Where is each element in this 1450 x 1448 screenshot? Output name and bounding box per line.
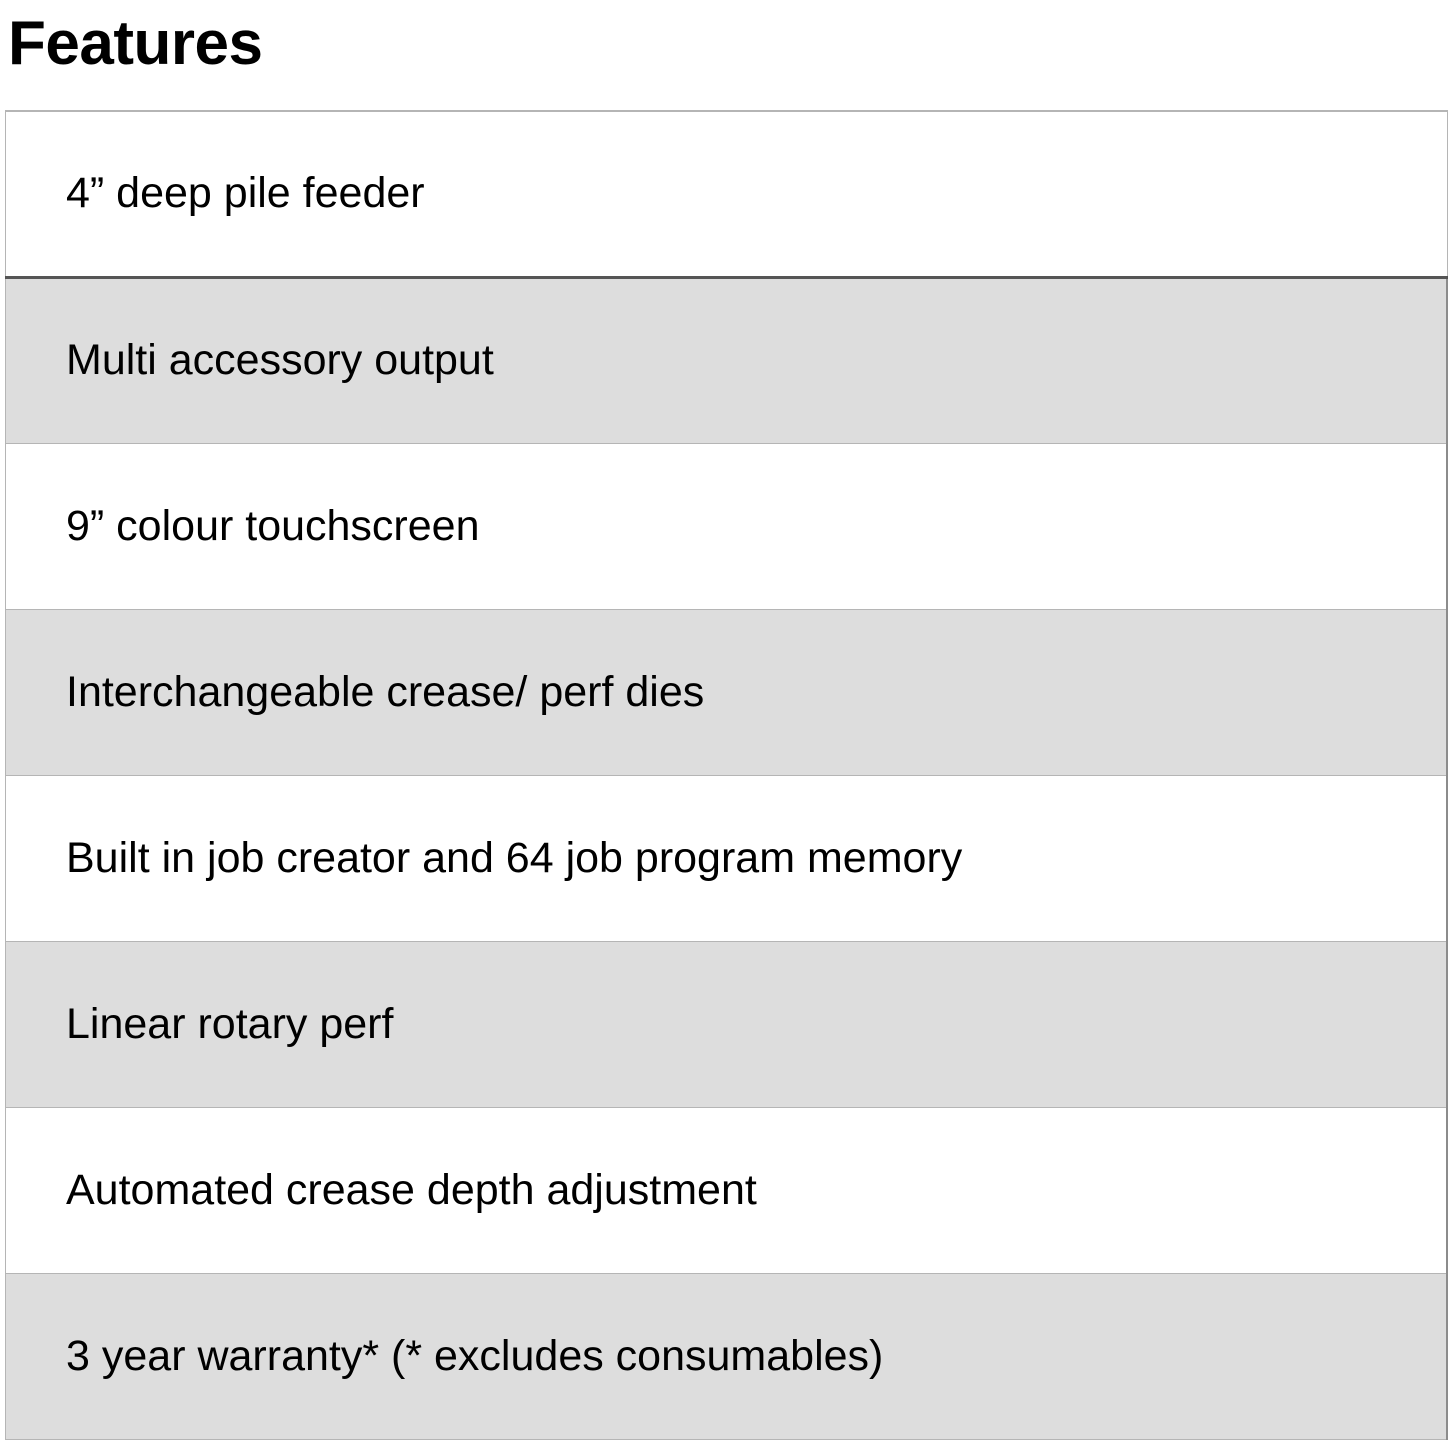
feature-cell: Automated crease depth adjustment [6,1107,1448,1273]
feature-cell: Interchangeable crease/ perf dies [6,609,1448,775]
feature-cell: 9” colour touchscreen [6,443,1448,609]
feature-cell: Built in job creator and 64 job program memory [6,775,1448,941]
table-row [6,1273,1448,1439]
feature-cell: 4” deep pile feeder [6,111,1448,277]
feature-cell: Multi accessory output [6,277,1448,443]
table-row [6,443,1448,609]
feature-cell: 3 year warranty* (* excludes consumables) [6,1273,1448,1439]
features-table [5,110,1448,1440]
table-row [6,775,1448,941]
table-row [6,111,1448,277]
table-row [6,277,1448,443]
feature-cell: Linear rotary perf [6,941,1448,1107]
page-title: Features [8,9,263,78]
table-row [6,1107,1448,1273]
table-row [6,609,1448,775]
table-row [6,941,1448,1107]
